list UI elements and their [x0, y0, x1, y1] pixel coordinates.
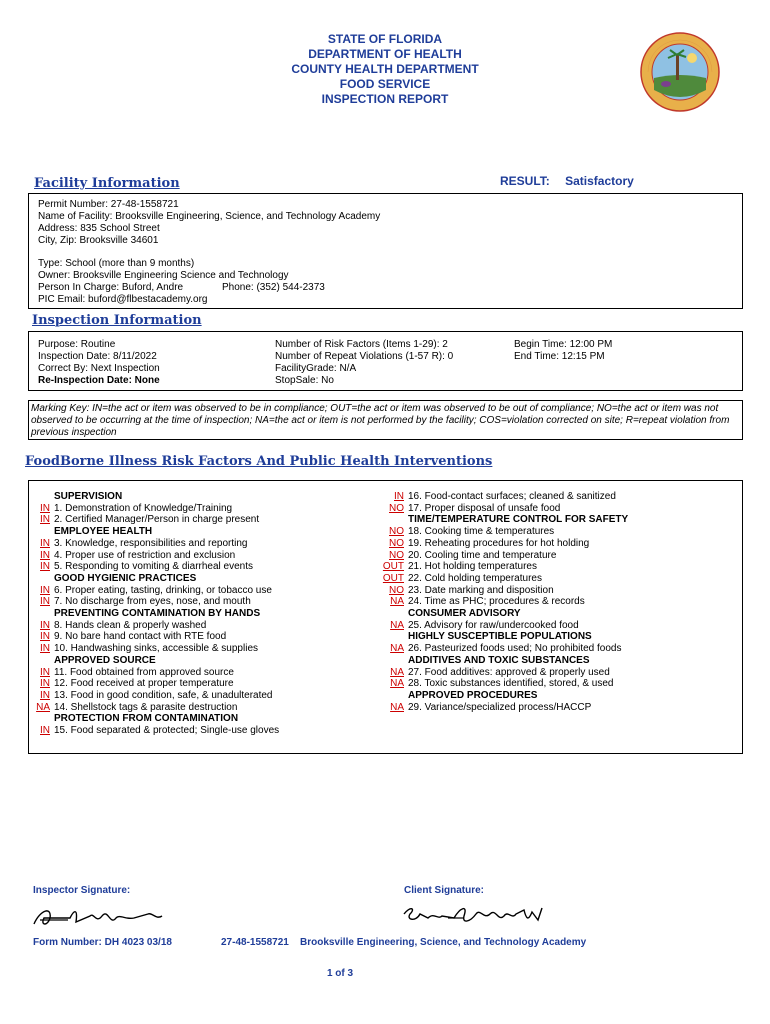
compliance-code: IN — [40, 537, 50, 549]
category-heading-label: ADDITIVES AND TOXIC SUBSTANCES — [408, 654, 590, 666]
risk-factor-text: 6. Proper eating, tasting, drinking, or tobacco use — [54, 584, 272, 596]
compliance-code: NA — [390, 678, 404, 690]
risk-factor-text: 13. Food in good condition, safe, & unadulterated — [54, 689, 273, 701]
compliance-code: IN — [40, 549, 50, 561]
compliance-code: NO — [389, 584, 404, 596]
client-signature-image — [398, 898, 558, 930]
footer-facility-name: Brooksville Engineering, Science, and Technology Academy — [300, 937, 587, 948]
compliance-code: NO — [389, 549, 404, 561]
stop-sale: StopSale: No — [275, 375, 334, 386]
pic-email: PIC Email: buford@flbestacademy.org — [38, 294, 208, 305]
compliance-code: NA — [390, 701, 404, 713]
risk-factor-text: 2. Certified Manager/Person in charge present — [54, 514, 260, 526]
compliance-code: IN — [40, 678, 50, 690]
facility-phone: Phone: (352) 544-2373 — [222, 282, 325, 293]
category-heading-label: TIME/TEMPERATURE CONTROL FOR SAFETY — [408, 514, 629, 526]
inspection-section-title: Inspection Information — [32, 313, 202, 328]
facility-info-box — [28, 193, 743, 309]
risk-factor-text: 16. Food-contact surfaces; cleaned & sanitized — [408, 491, 616, 502]
footer-permit: 27-48-1558721 — [221, 937, 289, 948]
header-line: STATE OF FLORIDA — [327, 32, 443, 46]
risk-factor-text: 10. Handwashing sinks, accessible & supplies — [54, 643, 258, 655]
result-indicator — [500, 174, 634, 188]
compliance-code: IN — [40, 502, 50, 514]
inspection-purpose: Purpose: Routine — [38, 339, 116, 350]
facility-name: Name of Facility: Brooksville Engineering, Science, and Technology Academy — [38, 211, 381, 222]
repeat-violations-count: Number of Repeat Violations (1-57 R): 0 — [275, 351, 454, 362]
category-heading-label: APPROVED PROCEDURES — [408, 689, 538, 701]
compliance-code: IN — [40, 666, 50, 678]
result-label: RESULT: — [500, 174, 550, 188]
risk-factor-text: 21. Hot holding temperatures — [408, 561, 537, 573]
risk-factor-text: 1. Demonstration of Knowledge/Training — [54, 502, 233, 514]
risk-factor-text: 22. Cold holding temperatures — [408, 572, 542, 584]
compliance-code: NA — [390, 596, 404, 608]
compliance-code: IN — [40, 561, 50, 573]
marking-key: Marking Key: IN=the act or item was observed to be in compliance; OUT=the act or item was observed to be out of compliance; NO=the act or item was not observed to be occurring at the time of inspection; NA=the act or item is not performed by the facility; COS=violation corrected on site; R=repeat violation from previous inspection — [28, 400, 743, 440]
foodborne-section-title: FoodBorne Illness Risk Factors And Public Health Interventions — [25, 454, 493, 469]
risk-factor-text: 18. Cooking time & temperatures — [408, 526, 555, 538]
category-heading-label: APPROVED SOURCE — [54, 654, 156, 666]
facility-section-title: Facility Information — [34, 176, 180, 191]
compliance-code: NA — [390, 643, 404, 655]
facility-city: City, Zip: Brooksville 34601 — [38, 235, 159, 246]
risk-factor-text: 29. Variance/specialized process/HACCP — [408, 701, 592, 713]
inspector-signature-image — [30, 900, 180, 932]
begin-time: Begin Time: 12:00 PM — [514, 339, 613, 350]
foodborne-box — [28, 480, 743, 754]
facility-grade: FacilityGrade: N/A — [275, 363, 357, 374]
compliance-code: IN — [40, 689, 50, 701]
header-line: FOOD SERVICE — [339, 77, 431, 91]
risk-factor-text: 24. Time as PHC; procedures & records — [408, 596, 585, 608]
risk-factor-text: 11. Food obtained from approved source — [54, 666, 234, 678]
header-line: INSPECTION REPORT — [321, 92, 449, 106]
risk-factor-text: 4. Proper use of restriction and exclusion — [54, 549, 236, 561]
risk-factor-text: 19. Reheating procedures for hot holding — [408, 537, 590, 549]
page-number: 1 of 3 — [326, 968, 354, 979]
inspector-signature-label: Inspector Signature: — [33, 885, 131, 896]
compliance-code: OUT — [382, 561, 404, 573]
compliance-code: IN — [40, 584, 50, 596]
risk-factors-count: Number of Risk Factors (Items 1-29): 2 — [275, 339, 448, 350]
compliance-code: IN — [40, 643, 50, 655]
facility-owner: Owner: Brooksville Engineering Science and Technology — [38, 270, 289, 281]
florida-seal-icon — [640, 32, 720, 112]
compliance-code: IN — [40, 631, 50, 643]
compliance-code: IN — [40, 514, 50, 526]
client-signature-label: Client Signature: — [404, 885, 485, 896]
reinspection-date: Re-Inspection Date: None — [38, 375, 160, 386]
risk-factor-text: 27. Food additives: approved & properly used — [408, 666, 610, 678]
risk-factor-text: 9. No bare hand contact with RTE food — [54, 631, 227, 643]
end-time: End Time: 12:15 PM — [514, 351, 605, 362]
category-heading-label: PROTECTION FROM CONTAMINATION — [54, 713, 239, 725]
compliance-code: NO — [389, 526, 404, 538]
category-heading-label: CONSUMER ADVISORY — [408, 608, 521, 619]
compliance-code: IN — [40, 596, 50, 608]
risk-factor-text: 28. Toxic substances identified, stored, & used — [408, 678, 614, 690]
compliance-code: NO — [389, 537, 404, 549]
risk-factor-text: 17. Proper disposal of unsafe food — [408, 502, 561, 514]
correct-by: Correct By: Next Inspection — [38, 363, 160, 374]
category-heading-label: HIGHLY SUSCEPTIBLE POPULATIONS — [408, 631, 592, 643]
risk-factor-text: 23. Date marking and disposition — [408, 584, 554, 596]
risk-factor-text: 7. No discharge from eyes, nose, and mouth — [54, 596, 251, 608]
compliance-code: NA — [36, 701, 50, 713]
result-value: Satisfactory — [565, 174, 634, 188]
category-heading-label: GOOD HYGIENIC PRACTICES — [54, 572, 197, 584]
risk-factor-text: 26. Pasteurized foods used; No prohibited foods — [408, 643, 622, 655]
inspection-info-box — [28, 331, 743, 391]
compliance-code: IN — [394, 491, 404, 502]
form-number: Form Number: DH 4023 03/18 — [33, 937, 172, 948]
risk-factor-text: 25. Advisory for raw/undercooked food — [408, 619, 579, 631]
risk-factor-text: 12. Food received at proper temperature — [54, 678, 234, 690]
permit-number: Permit Number: 27-48-1558721 — [38, 199, 179, 210]
facility-type: Type: School (more than 9 months) — [38, 258, 195, 269]
category-heading-label: PREVENTING CONTAMINATION BY HANDS — [54, 608, 261, 619]
risk-factor-text: 5. Responding to vomiting & diarrheal events — [54, 561, 254, 573]
person-in-charge: Person In Charge: Buford, Andre — [38, 282, 184, 293]
risk-factor-text: 8. Hands clean & properly washed — [54, 619, 207, 631]
risk-factor-text: 15. Food separated & protected; Single-use gloves — [54, 725, 280, 736]
facility-address: Address: 835 School Street — [38, 223, 160, 234]
category-heading-label: SUPERVISION — [54, 491, 123, 502]
compliance-code: IN — [40, 725, 50, 736]
inspection-date: Inspection Date: 8/11/2022 — [38, 351, 157, 362]
compliance-code: IN — [40, 619, 50, 631]
compliance-code: NO — [389, 502, 404, 514]
risk-factor-text: 14. Shellstock tags & parasite destruction — [54, 701, 238, 713]
category-heading-label: EMPLOYEE HEALTH — [54, 526, 153, 538]
header-line: COUNTY HEALTH DEPARTMENT — [291, 62, 479, 76]
compliance-code: NA — [390, 619, 404, 631]
risk-factor-text: 20. Cooling time and temperature — [408, 549, 557, 561]
header-line: DEPARTMENT OF HEALTH — [308, 47, 462, 61]
compliance-code: OUT — [382, 572, 404, 584]
risk-factor-text: 3. Knowledge, responsibilities and reporting — [54, 537, 248, 549]
compliance-code: NA — [390, 666, 404, 678]
